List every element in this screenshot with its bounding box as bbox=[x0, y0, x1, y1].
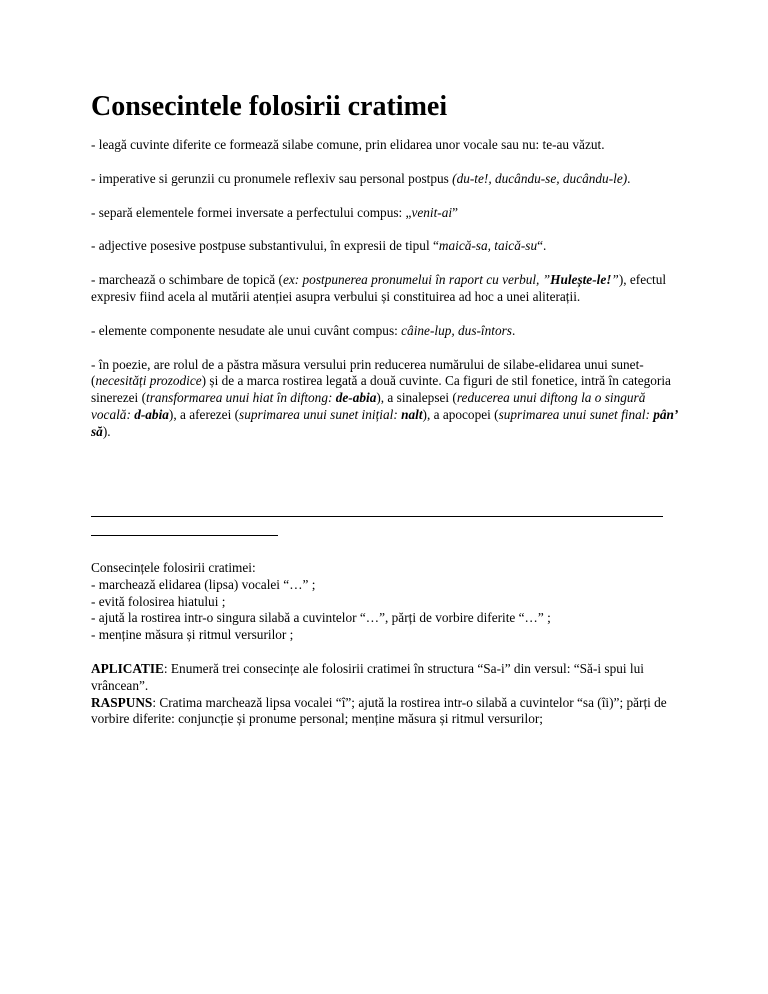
paragraph-text: ). bbox=[102, 423, 111, 439]
body-paragraph bbox=[91, 323, 681, 340]
emphasis-text: de-abia bbox=[335, 390, 377, 406]
summary-item: - marchează elidarea (lipsa) vocalei “…” ; bbox=[91, 576, 316, 592]
summary-item: - evită folosirea hiatului ; bbox=[91, 593, 226, 609]
paragraph-text: - în poezie, are rolul de a păstra măsura versului prin reducerea numărului de silabe-elidarea unui sunet- ( bbox=[91, 356, 644, 389]
emphasis-text: d-abia bbox=[134, 406, 169, 422]
body-paragraph bbox=[91, 205, 681, 222]
page-title: Consecintele folosirii cratimei bbox=[91, 91, 448, 122]
example-text bbox=[336, 390, 377, 405]
paragraph-text: ), a sinalepsei ( bbox=[376, 390, 457, 406]
emphasis-text: pân’ să bbox=[91, 406, 678, 439]
document-body bbox=[91, 90, 681, 441]
paragraph-text: - elemente componente nesudate ale unui cuvânt compus: bbox=[91, 322, 402, 338]
answer-label: RASPUNS bbox=[91, 694, 153, 710]
paragraph-text: - separă elementele formei inversate a perfectului compus: „ bbox=[91, 204, 412, 220]
horizontal-rule-short bbox=[91, 535, 278, 536]
example-text bbox=[134, 407, 169, 422]
paragraph-text: ) și de a marca rostirea legată a două cuvinte. Ca figuri de stil fonetice, intră în categoria sinerezei ( bbox=[91, 373, 671, 406]
paragraph-list bbox=[91, 137, 681, 441]
example-text: reducerea unui diftong la o singură vocală: bbox=[91, 390, 646, 422]
body-paragraph bbox=[91, 357, 681, 441]
emphasis-text: nalt bbox=[401, 406, 423, 422]
body-paragraph bbox=[91, 171, 681, 188]
example-text bbox=[401, 407, 422, 422]
paragraph-text: - marchează o schimbare de topică ( bbox=[91, 272, 283, 288]
example-text: suprimarea unui sunet final: bbox=[498, 406, 654, 422]
example-text: suprimarea unui sunet inițial: bbox=[239, 406, 402, 422]
summary-section bbox=[91, 560, 691, 728]
example-text: ex: postpunerea pronumelui în raport cu verbul, ” bbox=[282, 272, 551, 288]
paragraph-text: - imperative si gerunzii cu pronumele reflexiv sau personal postpus bbox=[91, 170, 453, 186]
paragraph-text: ), efectul expresiv fiind acela al mutării atenției asupra verbului și constituirea ad hoc a unei aliterații. bbox=[91, 272, 667, 304]
paragraph-text: “. bbox=[537, 238, 547, 254]
emphasis-text: Hulește-le! bbox=[550, 272, 612, 288]
example-text bbox=[550, 272, 611, 287]
paragraph-text: ), a aferezei ( bbox=[168, 406, 240, 422]
summary-item: - menține măsura și ritmul versurilor ; bbox=[91, 627, 294, 643]
answer-paragraph bbox=[91, 695, 691, 729]
paragraph-text: ), a apocopei ( bbox=[422, 406, 499, 422]
application-label: APLICATIE bbox=[91, 660, 164, 676]
summary-heading: Consecințele folosirii cratimei: bbox=[91, 560, 256, 575]
example-text: câine-lup, dus-întors bbox=[401, 322, 512, 338]
horizontal-rule bbox=[91, 516, 663, 517]
body-paragraph bbox=[91, 137, 681, 154]
body-paragraph bbox=[91, 272, 681, 306]
body-paragraph bbox=[91, 238, 681, 255]
example-text: transformarea unui hiat în diftong: bbox=[146, 390, 336, 406]
paragraph-text: ” bbox=[452, 204, 458, 220]
paragraph-text: - leagă cuvinte diferite ce formează silabe comune, prin elidarea unor vocale sau nu: te-au văzut. bbox=[91, 137, 605, 152]
example-text: (du-te!, ducându-se, ducându-le) bbox=[452, 170, 628, 186]
application-text: : Enumeră trei consecințe ale folosirii cratimei în structura “Sa-i” din versul: “Să-i spui lui vrâncean”. bbox=[91, 660, 644, 693]
application-paragraph bbox=[91, 661, 691, 695]
paragraph-text: . bbox=[627, 170, 631, 186]
paragraph-text: - adjective posesive postpuse substantivului, în expresii de tipul “ bbox=[91, 238, 439, 254]
example-text: maică-sa, taică-su bbox=[438, 238, 538, 254]
example-text: ” bbox=[611, 272, 619, 288]
paragraph-text: . bbox=[511, 322, 516, 338]
example-text: necesități prozodice bbox=[95, 373, 202, 389]
answer-text: : Cratima marchează lipsa vocalei “î”; ajută la rostirea intr-o silabă a cuvintelor “sa (îi)”; părți de vorbire diferite: conjuncție și pronume personal; menține măsura și ritmul versurilor; bbox=[91, 694, 667, 727]
example-text: venit-ai bbox=[411, 204, 453, 220]
summary-item: - ajută la rostirea intr-o singura silabă a cuvintelor “…”, părți de vorbire diferite “…” ; bbox=[91, 610, 551, 626]
